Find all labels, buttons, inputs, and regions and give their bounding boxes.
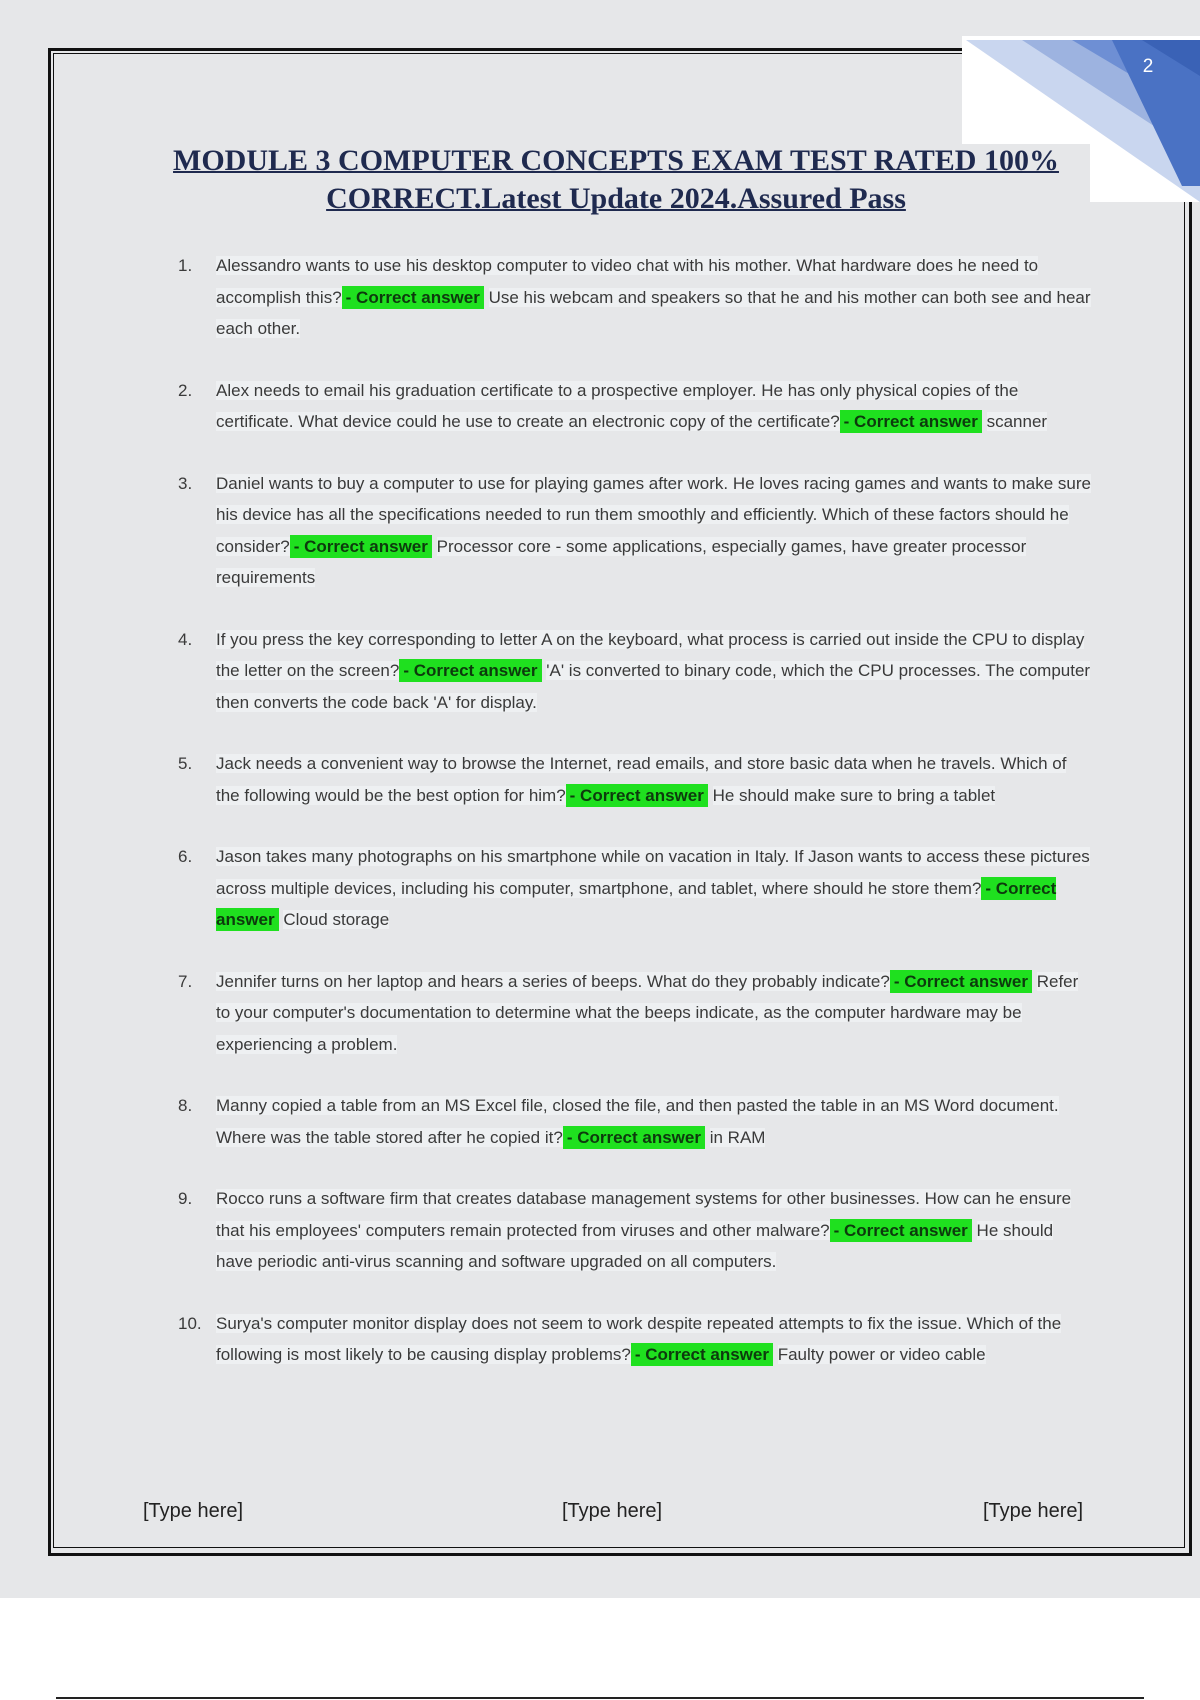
question-item xyxy=(178,468,1093,594)
question-text: Jack needs a convenient way to browse the Internet, read emails, and store basic data when he travels. Which of the following would be the best option for him? xyxy=(216,754,1067,805)
question-item xyxy=(178,1183,1093,1278)
question-number: 2. xyxy=(178,380,193,400)
question-number: 10. xyxy=(178,1313,202,1333)
document-title: MODULE 3 COMPUTER CONCEPTS EXAM TEST RATED 100% CORRECT.Latest Update 2024.Assured Pass xyxy=(173,144,1059,215)
question-item xyxy=(178,1090,1093,1153)
answer-text: Faulty power or video cable xyxy=(777,1345,986,1364)
question-number: 8. xyxy=(178,1096,193,1115)
question-item xyxy=(178,624,1093,719)
question-item xyxy=(178,1308,1093,1371)
question-number: 3. xyxy=(178,473,193,493)
question-number: 4. xyxy=(178,629,193,649)
question-item xyxy=(178,966,1093,1061)
correct-answer-marker: - Correct answer xyxy=(566,784,708,807)
correct-answer-marker: - Correct answer xyxy=(890,970,1032,993)
question-item xyxy=(178,250,1093,345)
answer-text: Refer to your computer's documentation to determine what the beeps indicate, as the computer hardware may be experiencing a problem. xyxy=(216,971,1079,1054)
question-number: 5. xyxy=(178,754,193,773)
question-text: Jennifer turns on her laptop and hears a series of beeps. What do they probably indicate? xyxy=(216,971,890,991)
correct-answer-marker: - Correct answer xyxy=(840,410,982,433)
correct-answer-marker: - Correct answer xyxy=(563,1126,705,1149)
question-text: Alex needs to email his graduation certificate to a prospective employer. He has only physical copies of the certificate. What device could he use to create an electronic copy of the certificate? xyxy=(216,380,1019,431)
footer-left-placeholder[interactable]: [Type here] xyxy=(143,1500,244,1522)
answer-text: Processor core - some applications, especially games, have greater processor requirements xyxy=(216,536,1027,587)
question-text: Daniel wants to buy a computer to use for playing games after work. He loves racing games and wants to make sure his device has all the specifications needed to run them smoothly and efficiently. Which of these factors should he consider? xyxy=(216,473,1091,556)
answer-text: 'A' is converted to binary code, which the CPU processes. The computer then converts the code back 'A' for display. xyxy=(216,661,1091,712)
question-text: Manny copied a table from an MS Excel file, closed the file, and then pasted the table in an MS Word document. Where was the table stored after he copied it? xyxy=(216,1096,1059,1147)
answer-text: Cloud storage xyxy=(283,910,390,929)
question-text: Jason takes many photographs on his smartphone while on vacation in Italy. If Jason wants to access these pictures across multiple devices, including his computer, smartphone, and tablet, where should he store them? xyxy=(216,847,1090,898)
answer-text: in RAM xyxy=(709,1127,766,1147)
footer-right-placeholder[interactable]: [Type here] xyxy=(983,1500,1084,1522)
question-number: 6. xyxy=(178,847,193,866)
question-text: If you press the key corresponding to letter A on the keyboard, what process is carried out inside the CPU to display the letter on the screen? xyxy=(216,629,1085,680)
question-number: 1. xyxy=(178,256,193,275)
answer-text: scanner xyxy=(986,412,1048,431)
bottom-rule xyxy=(56,1697,1144,1699)
question-text: Surya's computer monitor display does not seem to work despite repeated attempts to fix the issue. Which of the following is most likely to be causing display problems? xyxy=(216,1313,1062,1364)
question-item xyxy=(178,375,1093,438)
correct-answer-marker: - Correct answer xyxy=(290,535,432,558)
question-list xyxy=(178,250,1093,1401)
footer-center-placeholder[interactable]: [Type here] xyxy=(562,1500,663,1522)
answer-text: Use his webcam and speakers so that he and his mother can both see and hear each other. xyxy=(216,287,1091,338)
answer-text: He should have periodic anti-virus scanning and software upgraded on all computers. xyxy=(216,1220,1054,1271)
correct-answer-marker: - Correct answer xyxy=(631,1343,773,1366)
question-number: 9. xyxy=(178,1189,193,1208)
question-number: 7. xyxy=(178,971,193,991)
question-text: Alessandro wants to use his desktop computer to video chat with his mother. What hardware does he need to accomplish this? xyxy=(216,256,1039,307)
correct-answer-marker: - Correct answer xyxy=(216,878,1057,929)
correct-answer-marker: - Correct answer xyxy=(399,659,541,682)
question-item xyxy=(178,841,1093,936)
answer-text: He should make sure to bring a tablet xyxy=(712,785,996,805)
page-number: 2 xyxy=(1142,56,1154,77)
question-item xyxy=(178,748,1093,811)
correct-answer-marker: - Correct answer xyxy=(342,286,484,309)
question-text: Rocco runs a software firm that creates database management systems for other businesses. How can he ensure that his employees' computers remain protected from viruses and other malware? xyxy=(216,1189,1072,1240)
correct-answer-marker: - Correct answer xyxy=(830,1219,972,1242)
